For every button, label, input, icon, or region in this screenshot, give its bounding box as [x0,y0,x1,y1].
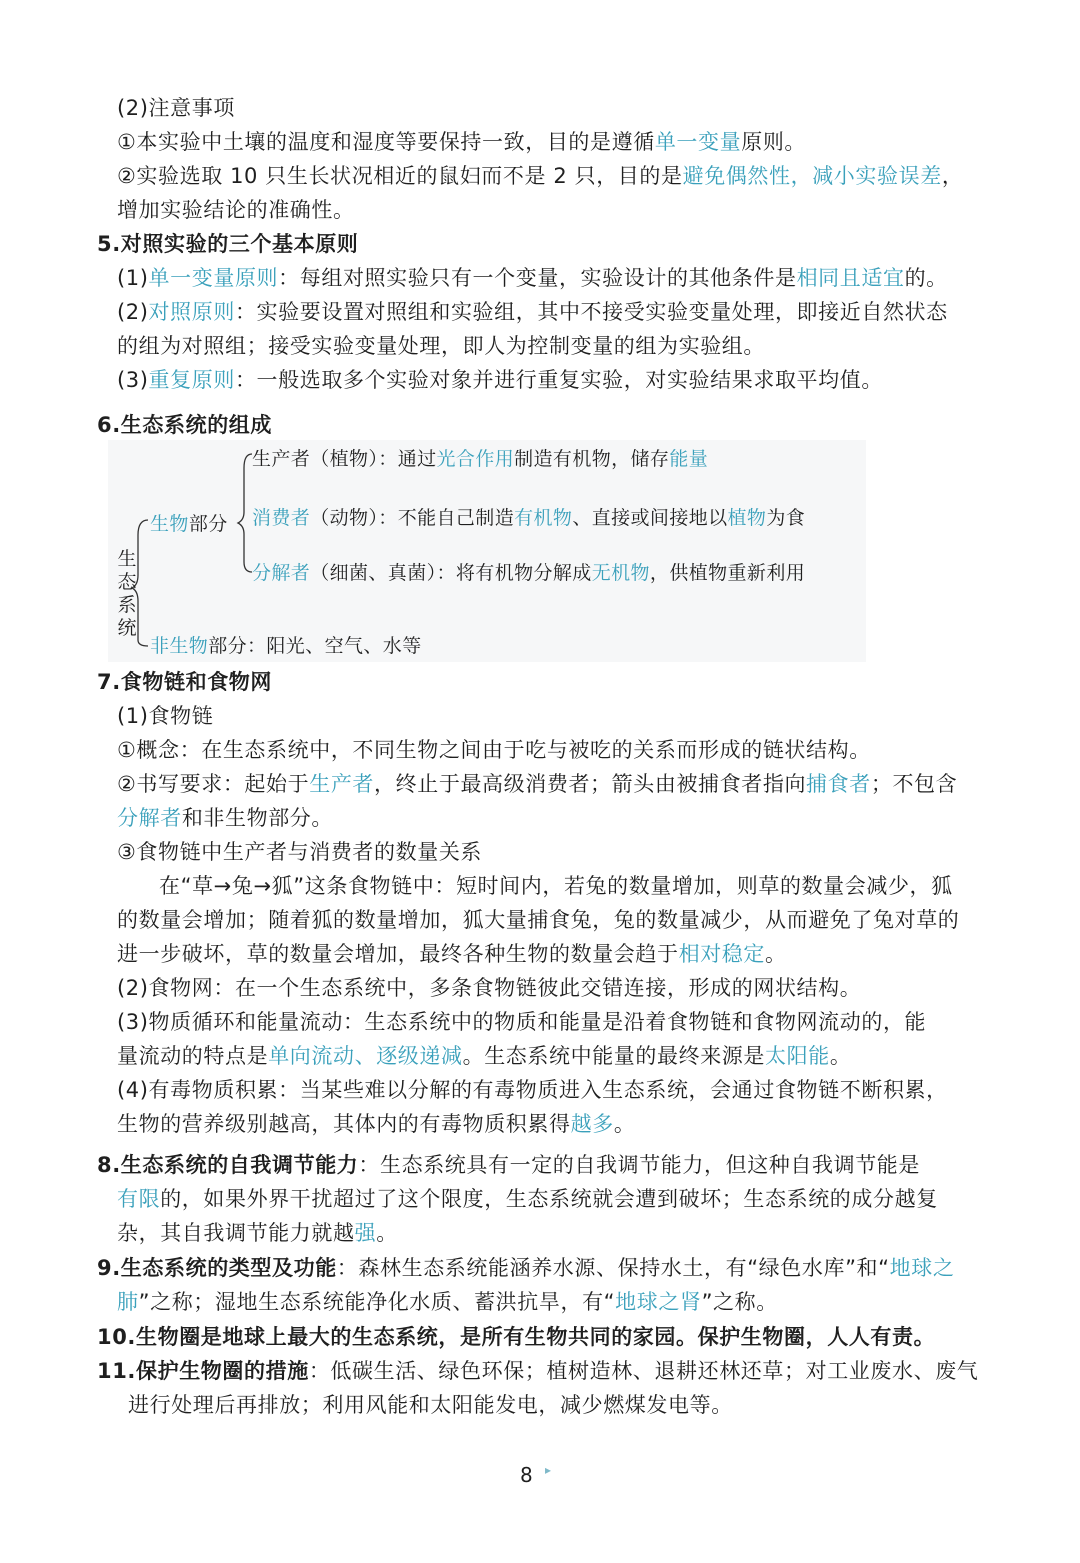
section-5-heading: 5.对照实验的三个基本原则 [97,232,359,256]
biotic-part: 生物部分 [150,513,228,535]
section-10: 10.生物圈是地球上最大的生态系统，是所有生物共同的家园。保护生物圈，人人有责。 [97,1325,936,1349]
note-item-2: ②实验选取 10 只生长状况相近的鼠妇而不是 2 只，目的是避免偶然性，减小实验误差， [117,164,964,188]
food-chain-concept: ①概念：在生态系统中，不同生物之间由于吃与被吃的关系而形成的链状结构。 [117,738,871,762]
example-line-3: 进一步破坏，草的数量会增加，最终各种生物的数量会趋于相对稳定。 [117,942,787,966]
abiotic-part: 非生物部分：阳光、空气、水等 [150,635,422,657]
section-9-cont: 肺”之称；湿地生态系统能净化水质、蓄洪抗旱，有“地球之肾”之称。 [117,1290,778,1314]
section-6-heading: 6.生态系统的组成 [97,413,272,437]
energy-flow-cont: 量流动的特点是单向流动、逐级递减。生态系统中能量的最终来源是太阳能。 [117,1044,852,1068]
food-web: (2)食物网：在一个生态系统中，多条食物链彼此交错连接，形成的网状结构。 [117,976,862,1000]
ecosystem-diagram [108,440,866,662]
toxic-accumulation-cont: 生物的营养级别越高，其体内的有毒物质积累得越多。 [117,1112,636,1136]
producer-line: 生产者（植物）：通过光合作用制造有机物，储存能量 [252,448,709,470]
food-chain-heading: (1)食物链 [117,704,214,728]
energy-flow: (3)物质循环和能量流动：生态系统中的物质和能量是沿着食物链和食物网流动的，能 [117,1010,927,1034]
brace-lines [108,440,866,662]
example-line-2: 的数量会增加；随着狐的数量增加，狐大量捕食兔，兔的数量减少，从而避免了兔对草的 [117,908,960,932]
section-8-cont: 有限的，如果外界干扰超过了这个限度，生态系统就会遭到破坏；生态系统的成分越复 [117,1187,938,1211]
section-8: 8.生态系统的自我调节能力：生态系统具有一定的自我调节能力，但这种自我调节能是 [97,1153,920,1177]
note-item-2-cont: 增加实验结论的准确性。 [117,198,355,222]
note-item-1: ①本实验中土壤的温度和湿度等要保持一致，目的是遵循单一变量原则。 [117,130,807,154]
section-7-heading: 7.食物链和食物网 [97,670,272,694]
principle-1: (1)单一变量原则：每组对照实验只有一个变量，实验设计的其他条件是相同且适宜的。 [117,266,948,290]
section-11: 11.保护生物圈的措施：低碳生活、绿色环保；植树造林、退耕还林还草；对工业废水、废气 [97,1359,979,1383]
food-chain-writing-cont: 分解者和非生物部分。 [117,806,334,830]
root-label: 生态系统 [117,548,137,639]
principle-2: (2)对照原则：实验要设置对照组和实验组，其中不接受实验变量处理，即接近自然状态 [117,300,948,324]
food-chain-writing: ②书写要求：起始于生产者，终止于最高级消费者；箭头由被捕食者指向捕食者；不包含 [117,772,958,796]
decomposer-line: 分解者（细菌、真菌）：将有机物分解成无机物，供植物重新利用 [252,562,806,584]
quantity-relation: ③食物链中生产者与消费者的数量关系 [117,840,483,864]
section-8-end: 杂，其自我调节能力就越强。 [117,1221,398,1245]
example-line-1: 在“草→兔→狐”这条食物链中：短时间内，若兔的数量增加，则草的数量会减少，狐 [159,874,953,898]
toxic-accumulation: (4)有毒物质积累：当某些难以分解的有毒物质进入生态系统，会通过食物链不断积累， [117,1078,948,1102]
page-arrow-icon: ▸ [545,1463,552,1477]
consumer-line: 消费者（动物）：不能自己制造有机物、直接或间接地以植物为食 [252,507,806,529]
principle-3: (3)重复原则：一般选取多个实验对象并进行重复实验，对实验结果求取平均值。 [117,368,883,392]
note-heading: (2)注意事项 [117,96,235,120]
principle-2-cont: 的组为对照组；接受实验变量处理，即人为控制变量的组为实验组。 [117,334,765,358]
section-11-cont: 进行处理后再排放；利用风能和太阳能发电，减少燃煤发电等。 [128,1393,733,1417]
page-number: 8 [520,1463,533,1487]
section-9: 9.生态系统的类型及功能：森林生态系统能涵养水源、保持水土，有“绿色水库”和“地球之 [97,1256,955,1280]
